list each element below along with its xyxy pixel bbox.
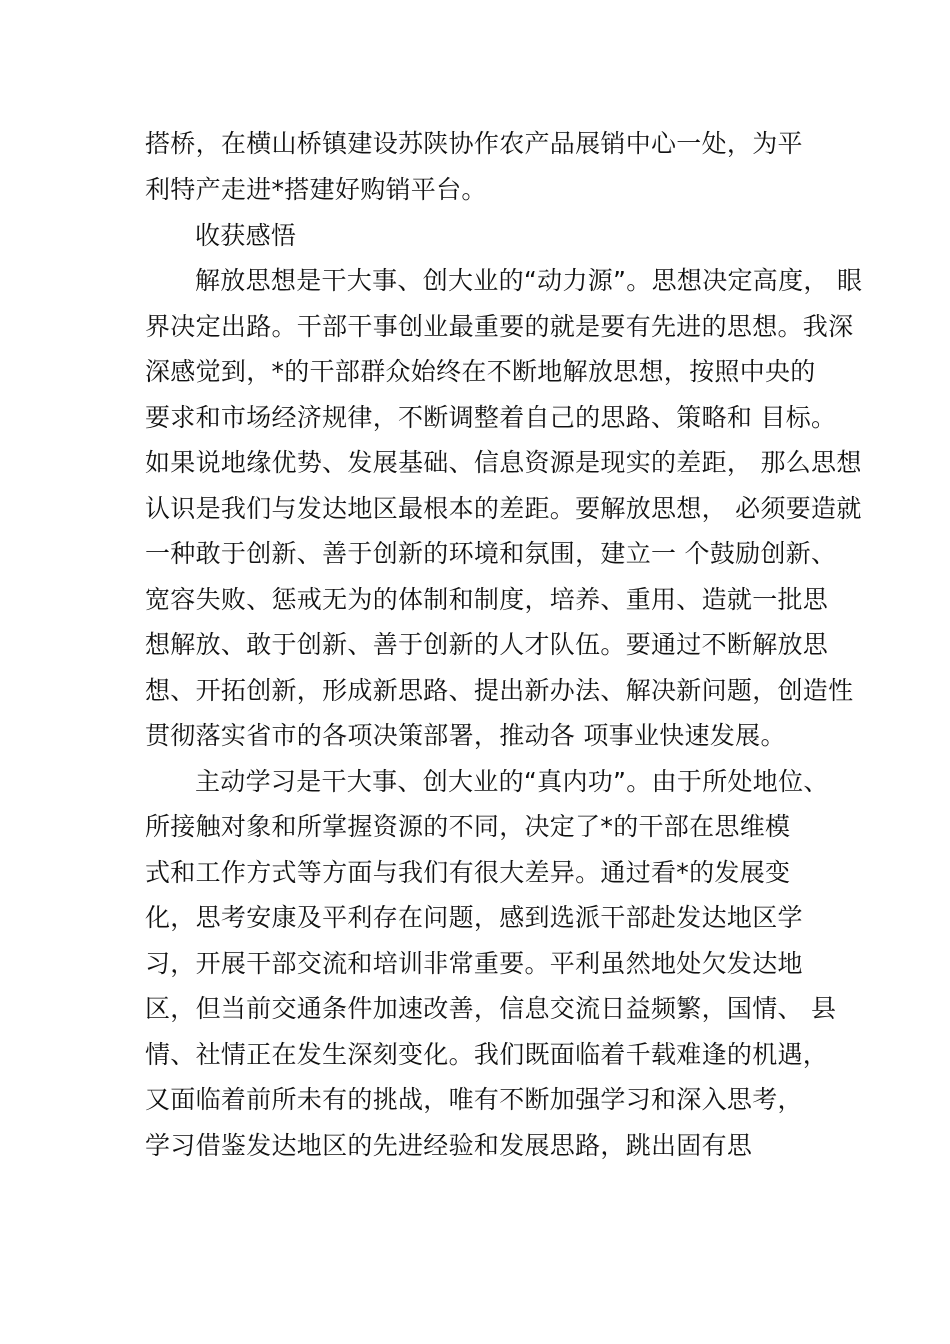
text-line: 界决定出路。干部干事创业最重要的就是要有先进的思想。我深 [145, 312, 854, 341]
text-line: 想解放、敢于创新、善于创新的人才队伍。要通过不断解放思 [145, 630, 829, 659]
text-line: 要求和市场经济规律，不断调整着自己的思路、策略和 目标。 [145, 403, 837, 432]
text-line: 区，但当前交通条件加速改善，信息交流日益频繁，国情、 县 [145, 994, 837, 1023]
text-line: 利特产走进*搭建好购销平台。 [145, 175, 487, 204]
text-line: 习，开展干部交流和培训非常重要。平利虽然地处欠发达地 [145, 949, 803, 978]
text-line: 学习借鉴发达地区的先进经验和发展思路，跳出固有思 [145, 1131, 753, 1160]
section-heading: 收获感悟 [195, 221, 297, 250]
text-line: 一种敢于创新、善于创新的环境和氛围，建立一 个鼓励创新、 [145, 539, 837, 568]
text-line: 贯彻落实省市的各项决策部署，推动各 项事业快速发展。 [145, 721, 786, 750]
text-line: 又面临着前所未有的挑战，唯有不断加强学习和深入思考， [145, 1085, 803, 1114]
paragraph-first-line: 解放思想是干大事、创大业的“动力源”。思想决定高度， 眼 [195, 266, 863, 295]
text-line: 想、开拓创新，形成新思路、提出新办法、解决新问题，创造性 [145, 676, 854, 705]
text-line: 如果说地缘优势、发展基础、信息资源是现实的差距， 那么思想 [145, 448, 862, 477]
text-line: 认识是我们与发达地区最根本的差距。要解放思想， 必须要造就 [145, 494, 862, 523]
text-line: 式和工作方式等方面与我们有很大差异。通过看*的发展变 [145, 858, 791, 887]
paragraph-first-line: 主动学习是干大事、创大业的“真内功”。由于所处地位、 [195, 767, 829, 796]
text-line: 搭桥，在横山桥镇建设苏陕协作农产品展销中心一处，为平 [145, 129, 803, 158]
text-line: 所接触对象和所掌握资源的不同，决定了*的干部在思维模 [145, 812, 791, 841]
text-line: 化，思考安康及平利存在问题，感到选派干部赴发达地区学 [145, 903, 803, 932]
text-line: 情、社情正在发生深刻变化。我们既面临着千载难逢的机遇， [145, 1040, 829, 1069]
text-line: 宽容失败、惩戒无为的体制和制度，培养、重用、造就一批思 [145, 585, 829, 614]
text-line: 深感觉到，*的干部群众始终在不断地解放思想，按照中央的 [145, 357, 816, 386]
